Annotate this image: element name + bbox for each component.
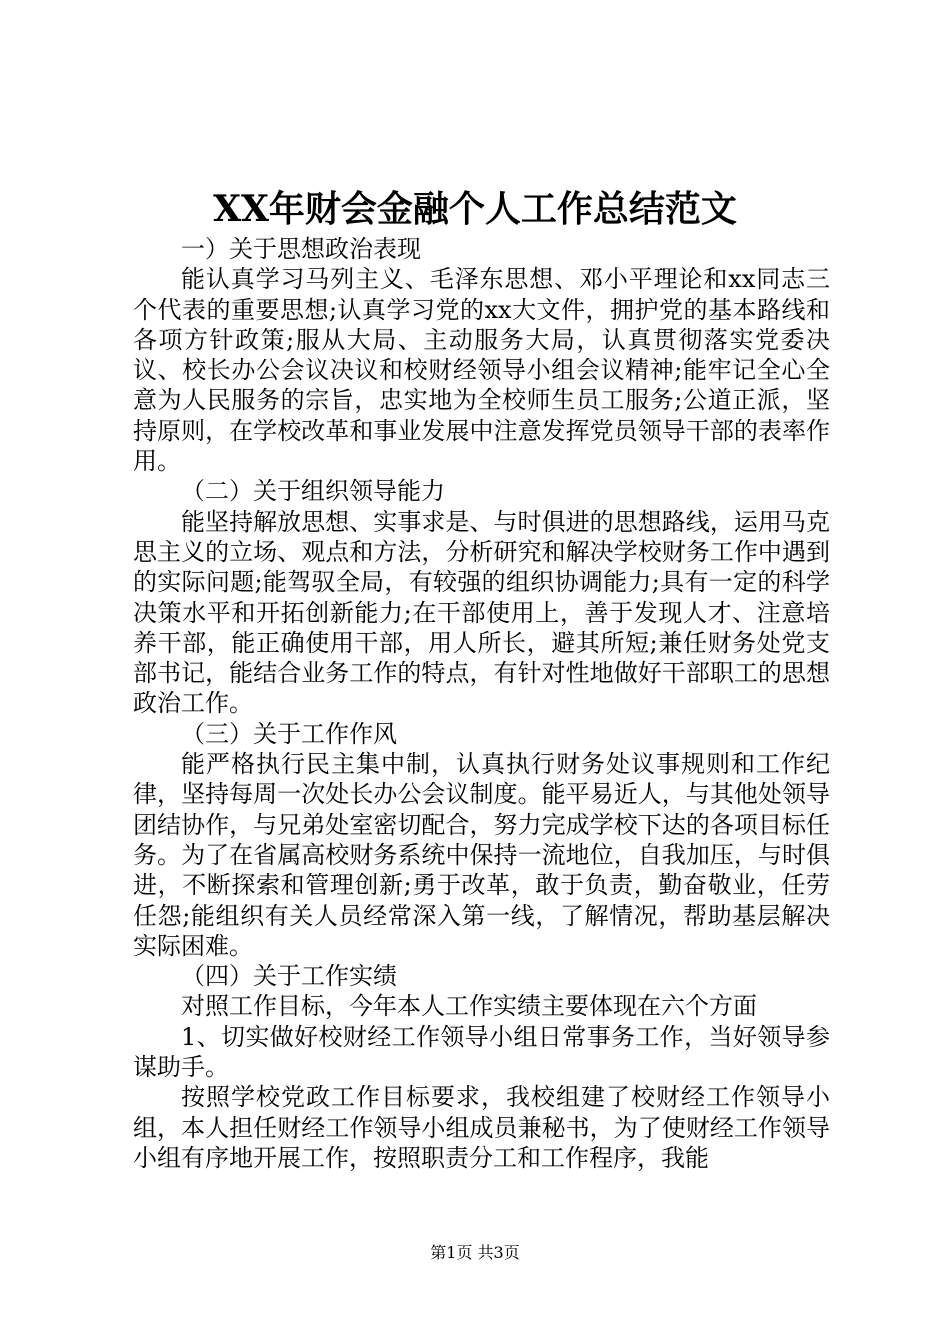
page-footer: 第1页 共3页 (430, 1243, 520, 1262)
section-heading-2: （二）关于组织领导能力 (181, 477, 445, 506)
section-heading-1: 一）关于思想政治表现 (181, 235, 421, 263)
paragraph-1: 能认真学习马列主义、毛泽东思想、邓小平理论和xx同志三个代表的重要思想;认真学习党的xx大文件，拥护党的基本路线和各项方针政策;服从大局、主动服务大局，认真贯彻落实党委决议、校长办公会议决议和校财经领导小组会议精神;能牢记全心全意为人民服务的宗旨，忠实地为全校师生员工服务;公道正派，坚持原则，在学校改革和事业发展中注意发挥党员领导干部的表率作用。 (133, 265, 830, 476)
paragraph-4: 对照工作目标，今年本人工作实绩主要体现在六个方面 (181, 992, 757, 1021)
document-body (133, 234, 830, 1173)
paragraph-2: 能坚持解放思想、实事求是、与时俱进的思想路线，运用马克思主义的立场、观点和方法，分析研究和解决学校财务工作中遇到的实际问题;能驾驭全局，有较强的组织协调能力;具有一定的科学决策水平和开拓创新能力;在干部使用上，善于发现人才、注意培养干部，能正确使用干部，用人所长，避其所短;兼任财务处党支部书记，能结合业务工作的特点，有针对性地做好干部职工的思想政治工作。 (133, 507, 830, 718)
paragraph-3: 能严格执行民主集中制，认真执行财务处议事规则和工作纪律，坚持每周一次处长办公会议制度。能平易近人，与其他处领导团结协作，与兄弟处室密切配合，努力完成学校下达的各项目标任务。为了在省属高校财务系统中保持一流地位，自我加压，与时俱进，不断探索和管理创新;勇于改革，敢于负责，勤奋敬业，任劳任怨;能组织有关人员经常深入第一线，了解情况，帮助基层解决实际困难。 (133, 750, 830, 960)
paragraph-6: 按照学校党政工作目标要求，我校组建了校财经工作领导小组，本人担任财经工作领导小组成员兼秘书，为了使财经工作领导小组有序地开展工作，按照职责分工和工作程序，我能 (133, 1083, 830, 1172)
section-heading-3: （三）关于工作作风 (181, 719, 397, 748)
paragraph-5: 1、切实做好校财经工作领导小组日常事务工作，当好领导参谋助手。 (133, 1022, 830, 1082)
section-heading-4: （四）关于工作实绩 (181, 962, 397, 991)
document-title: XX年财会金融个人工作总结范文 (213, 188, 737, 230)
